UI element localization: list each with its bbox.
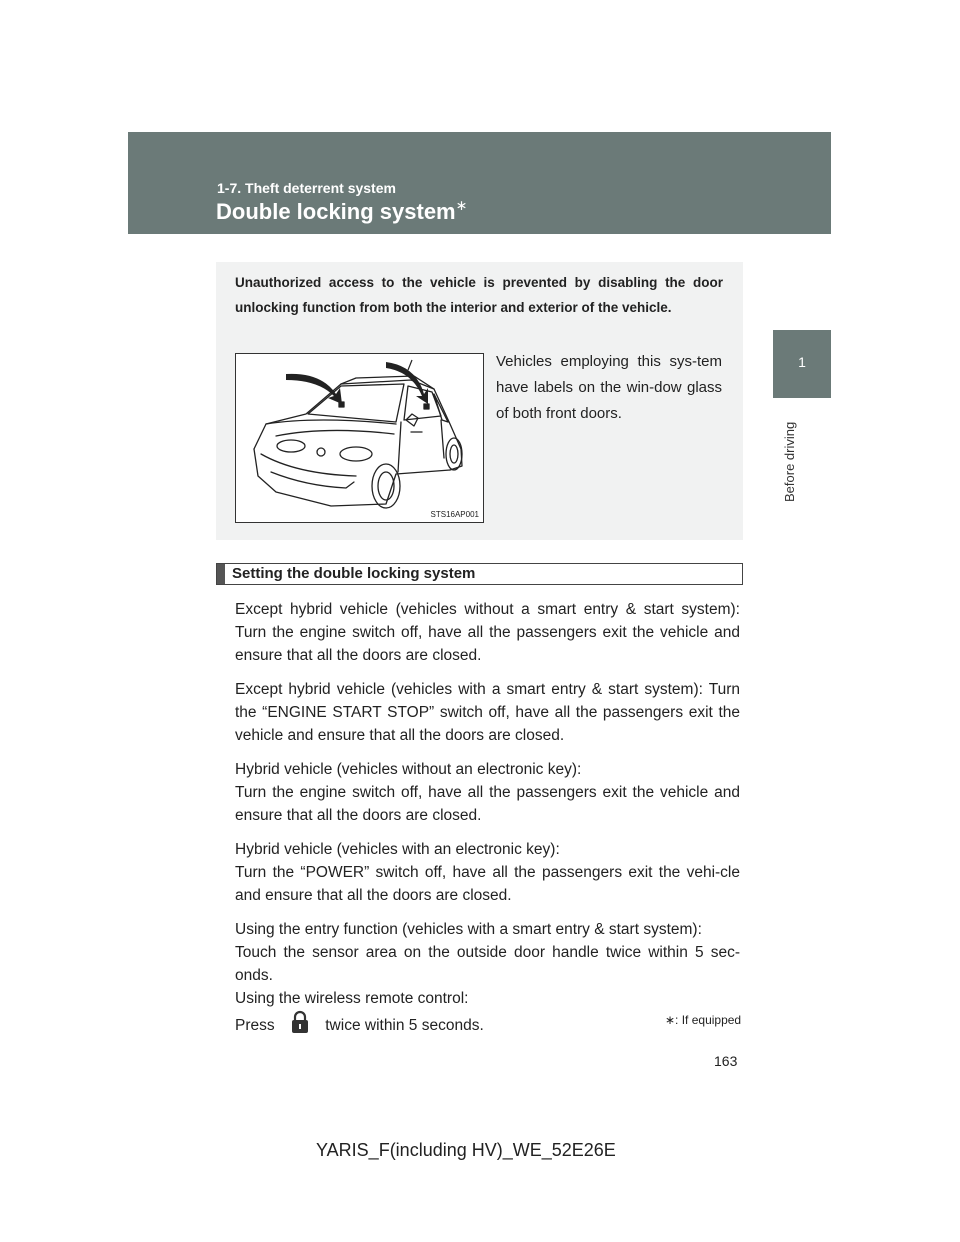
section-heading: Setting the double locking system xyxy=(232,565,476,582)
paragraph: Using the wireless remote control: xyxy=(235,990,469,1007)
paragraph: Turn the engine switch off, have all the passengers exit the vehicle and ensure that all the doors are closed. xyxy=(235,784,740,824)
lock-icon xyxy=(285,1010,315,1034)
chapter-label: Before driving xyxy=(782,421,797,502)
car-illustration xyxy=(235,353,484,523)
paragraph: Except hybrid vehicle (vehicles without a smart entry & start system): Turn the engine switch off, have all the passengers exit the vehicle and ensure that all the doors are closed. xyxy=(235,601,740,664)
section-body xyxy=(235,598,740,1037)
if-equipped-mark: ∗ xyxy=(455,197,468,213)
chapter-label-container xyxy=(770,410,810,502)
paragraph: Hybrid vehicle (vehicles without an electronic key): xyxy=(235,761,582,778)
model-code: YARIS_F(including HV)_WE_52E26E xyxy=(316,1140,616,1160)
chapter-tab xyxy=(773,330,831,398)
press-prefix: Press xyxy=(235,1017,275,1034)
page-title xyxy=(216,199,467,225)
figure-code: STS16AP001 xyxy=(430,510,479,519)
paragraph: Using the entry function (vehicles with a smart entry & start system): xyxy=(235,921,702,938)
paragraph: Hybrid vehicle (vehicles with an electronic key): xyxy=(235,841,560,858)
intro-box xyxy=(216,262,743,540)
paragraph: Except hybrid vehicle (vehicles with a smart entry & start system): Turn the “ENGINE START STOP” switch off, have all the passengers exit the vehicle and ensure that all the doors are closed. xyxy=(235,681,740,744)
paragraph: Turn the “POWER” switch off, have all the passengers exit the vehi-cle and ensure that all the doors are closed. xyxy=(235,864,740,904)
page-title-text: Double locking system xyxy=(216,199,456,224)
heading-bar xyxy=(217,564,225,584)
paragraph: Touch the sensor area on the outside door handle twice within 5 sec-onds. xyxy=(235,944,740,984)
car-drawing-icon xyxy=(236,354,483,522)
page-number: 163 xyxy=(714,1053,738,1069)
press-suffix: twice within 5 seconds. xyxy=(325,1017,484,1034)
intro-text: Unauthorized access to the vehicle is prevented by disabling the door unlocking function from both the interior and exterior of the vehicle. xyxy=(235,275,723,315)
section-heading-box xyxy=(216,563,743,585)
chapter-number: 1 xyxy=(798,354,806,370)
footnote: ∗: If equipped xyxy=(665,1013,742,1027)
section-label: 1-7. Theft deterrent system xyxy=(217,180,396,196)
figure-note: Vehicles employing this sys-tem have labels on the win-dow glass of both front doors. xyxy=(496,353,722,422)
